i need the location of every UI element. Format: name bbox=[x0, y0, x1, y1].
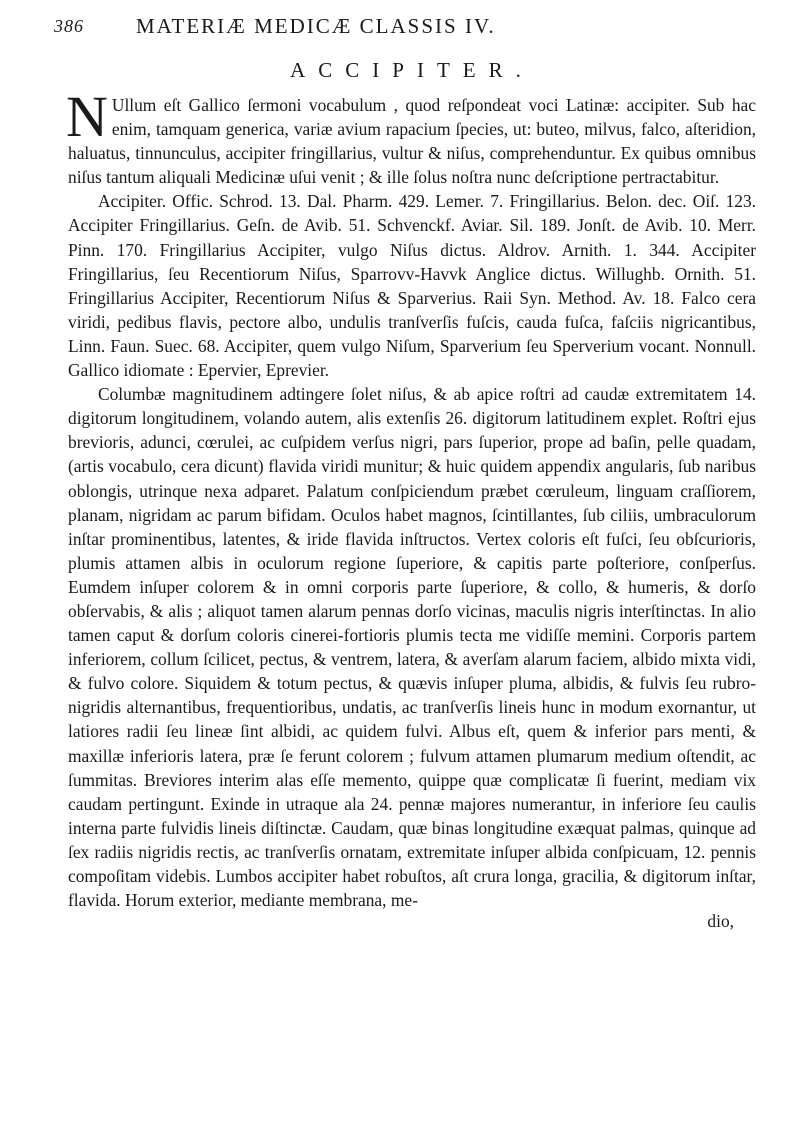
paragraph-description: Columbæ magnitudinem adtingere ſolet niſus, & ab apice roſtri ad caudæ extremitatem 14. digitorum longitudinem, volando autem, alis extenſis 26. digitorum latitudinem explet. Roſtri ejus brevioris, adunci, cœrulei, ac cuſpidem verſus nigri, pars ſuperior, prope ad baſin, pelle quadam, (artis vocabulo, cera dicunt) flavida viridi munitur; & huic quidem appendix angularis, ſub naribus oblongis, utrinque nexa adparet. Palatum conſpiciendum præbet cœruleum, linguam craſſiorem, planam, nigridam ac parum bifidam. Oculos habet magnos, ſcintillantes, ſub ciliis, umbraculorum inſtar prominentibus, latentes, & iride flavida inſtructos. Vertex coloris eſt fuſci, ſeu obſcurioris, plumis attamen albis in oculorum regione ſuperiore, & capitis parte poſteriore, conſperſus. Eumdem inſuper colorem & in omni corporis parte ſuperiore, & collo, & humeris, & dorſo obſervabis, & alis ; aliquot tamen alarum pennas dorſo vicinas, maculis nigris interſtinctas. In alio tamen caput & dorſum coloris cinerei-fortioris plumis tecta me vidiſſe memini. Corporis partem inferiorem, collum ſcilicet, pectus, & ventrem, latera, & averſam alarum faciem, albido mixta vidi, & fulvo colore. Siquidem & totum pectus, & quævis inſuper pluma, albidis, & fulvis ſeu rubro-nigridis alternantibus, frequentioribus, undatis, ac tranſverſis lineis hunc in modum exornantur, ut latiores radii ſeu lineæ ſint albidi, ac quidem fulvi. Albus eſt, quem & inferior pars menti, & maxillæ inferioris latera, præ ſe ferunt colorem ; fulvum attamen plumarum medium oſtendit, ac ſummitas. Breviores interim alas eſſe memento, quippe quæ complicatæ ſi fuerint, mediam vix caudam pertingunt. Exinde in utraque ala 24. pennæ majores numerantur, in inferiore ſeu caulis interna parte fulvidis lineis diſtinctæ. Caudam, quæ binas longitudine exæquat palmas, quinque ad ſex radiis nigridis rectis, ac tranſverſis ornatam, extremitate inſuper albida conſpicuam, 12. pennis compoſitam videbis. Lumbos accipiter habet robuſtos, aſt crura longa, gracilia, & digitorum inſtar, flavida. Horum exterior, mediante membrana, me- bbox=[68, 384, 756, 911]
drop-cap: N bbox=[66, 84, 108, 149]
paragraph-synonyms: Accipiter. Offic. Schrod. 13. Dal. Pharm. 429. Lemer. 7. Fringillarius. Belon. dec. Oiſ. 123. Accipiter Fringillarius. Geſn. de Avib. 51. Schvenckf. Aviar. Sil. 189. Jonſt. de Avib. 10. Merr. Pinn. 170. Fringillarius Accipiter, vulgo Niſus dictus. Aldrov. Arnith. 1. 344. Accipiter Fringillarius, ſeu Recentiorum Niſus, Sparrovv-Havvk Anglice dictus. Willughb. Ornith. 51. Fringillarius Accipiter, Recentiorum Niſus & Sparverius. Raii Syn. Method. Av. 18. Falco cera viridi, pedibus flavis, pectore albo, undulis tranſverſis fuſcis, cauda fuſca, faſciis nigricantibus, Linn. Faun. Suec. 68. Accipiter, quem vulgo Niſum, Sparverium ſeu Sperverium vocant. Nonnull. Gallico idiomate : Epervier, Eprevier. bbox=[68, 191, 756, 381]
running-title: MATERIÆ MEDICÆ CLASSIS IV. bbox=[136, 14, 496, 38]
section-title: ACCIPITER. bbox=[290, 58, 534, 82]
catchword: dio, bbox=[707, 911, 734, 932]
page-number: 386 bbox=[54, 16, 84, 36]
body-text bbox=[66, 84, 756, 912]
running-head bbox=[54, 14, 756, 48]
paragraph-intro bbox=[66, 84, 756, 189]
paragraph-intro-text: Ullum eſt Gallico ſermoni vocabulum , quod reſpondeat voci Latinæ: accipiter. Sub hac enim, tamquam generica, variæ avium rapacium ſpecies, ut: buteo, milvus, falco, aſteridion, haluatus, tinnunculus, accipiter fringillarius, vultur & niſus, comprehenduntur. Ex quibus omnibus niſus tantum aliquali Medicinæ uſui venit ; & ille ſolus noſtra nunc deſcriptione pertractabitur. bbox=[68, 95, 756, 188]
